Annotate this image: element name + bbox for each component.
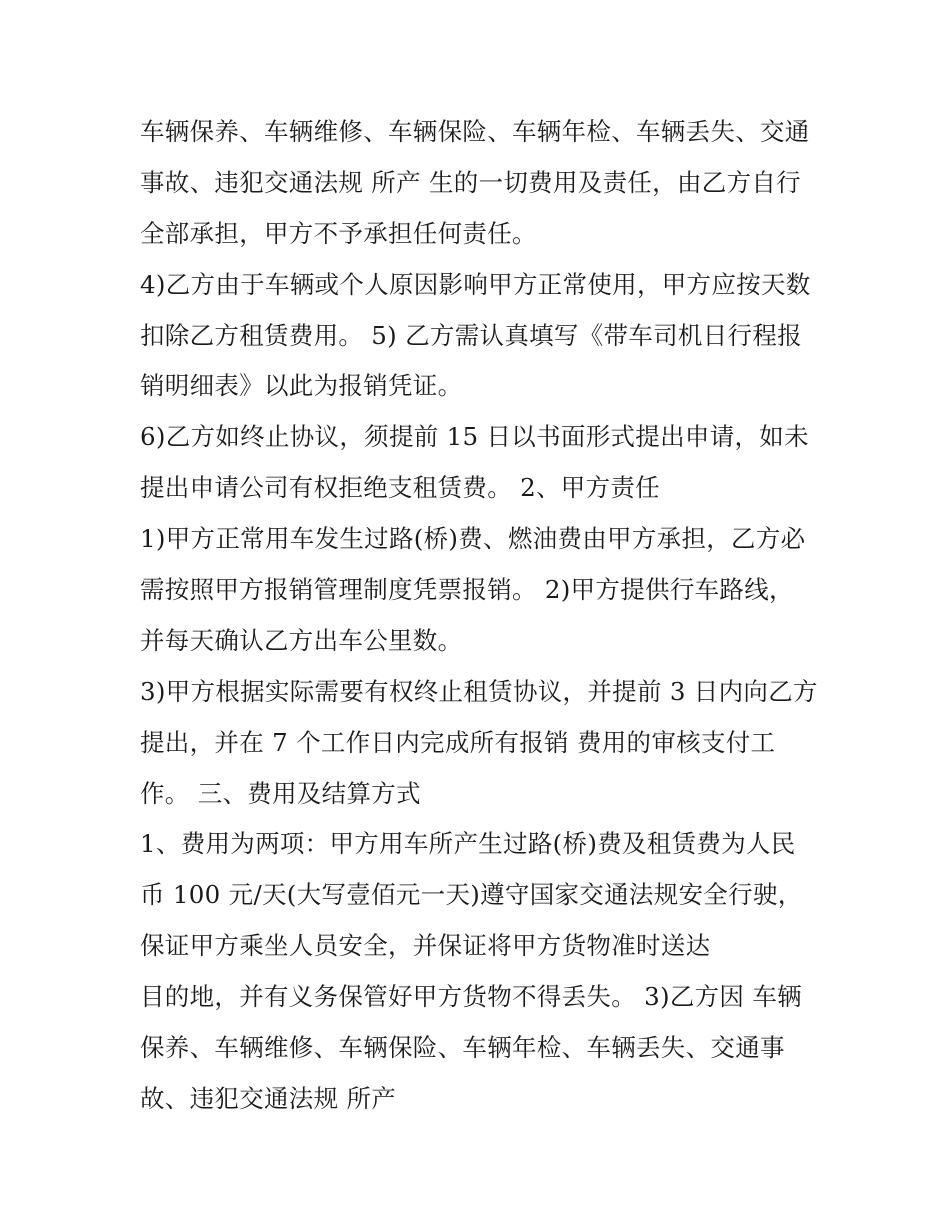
text-line: 作。 三、费用及结算方式 <box>140 778 421 808</box>
text-line: 车辆保养、车辆维修、车辆保险、车辆年检、车辆丢失、交通 <box>140 117 810 146</box>
text-line: 提出申请公司有权拒绝支租赁费。 2、甲方责任 <box>140 473 660 503</box>
text-line: 并每天确认乙方出车公里数。 <box>140 625 463 655</box>
text-line: 目的地，并有义务保管好甲方货物不得丢失。 3)乙方因 车辆 <box>140 982 802 1012</box>
text-line: 保养、车辆维修、车辆保险、车辆年检、车辆丢失、交通事 <box>140 1033 785 1063</box>
text-line: 币 100 元/天(大写壹佰元一天)遵守国家交通法规安全行驶， <box>140 880 803 910</box>
text-line: 事故、违犯交通法规 所产 生的一切费用及责任，由乙方自行 <box>140 167 801 197</box>
text-line: 保证甲方乘坐人员安全，并保证将甲方货物准时送达 <box>140 931 711 961</box>
text-line: 6)乙方如终止协议，须提前 15 日以书面形式提出申请，如未 <box>140 422 809 452</box>
text-line: 扣除乙方租赁费用。 5) 乙方需认真填写《带车司机日行程报 <box>140 320 802 350</box>
text-line: 需按照甲方报销管理制度凭票报销。 2)甲方提供行车路线， <box>140 575 794 605</box>
document-body <box>140 107 840 1125</box>
text-line: 故、违犯交通法规 所产 <box>140 1083 397 1113</box>
text-line: 销明细表》以此为报销凭证。 <box>140 371 463 401</box>
text-line: 1)甲方正常用车发生过路(桥)费、燃油费由甲方承担，乙方必 <box>140 524 806 554</box>
text-line: 1、费用为两项：甲方用车所产生过路(桥)费及租赁费为人民 <box>140 829 796 859</box>
text-line: 4)乙方由于车辆或个人原因影响甲方正常使用，甲方应按天数 <box>140 269 811 299</box>
text-line: 3)甲方根据实际需要有权终止租赁协议，并提前 3 日内向乙方 <box>140 676 818 706</box>
text-line: 全部承担，甲方不予承担任何责任。 <box>140 218 537 248</box>
text-line: 提出，并在 7 个工作日内完成所有报销 费用的审核支付工 <box>140 727 776 757</box>
